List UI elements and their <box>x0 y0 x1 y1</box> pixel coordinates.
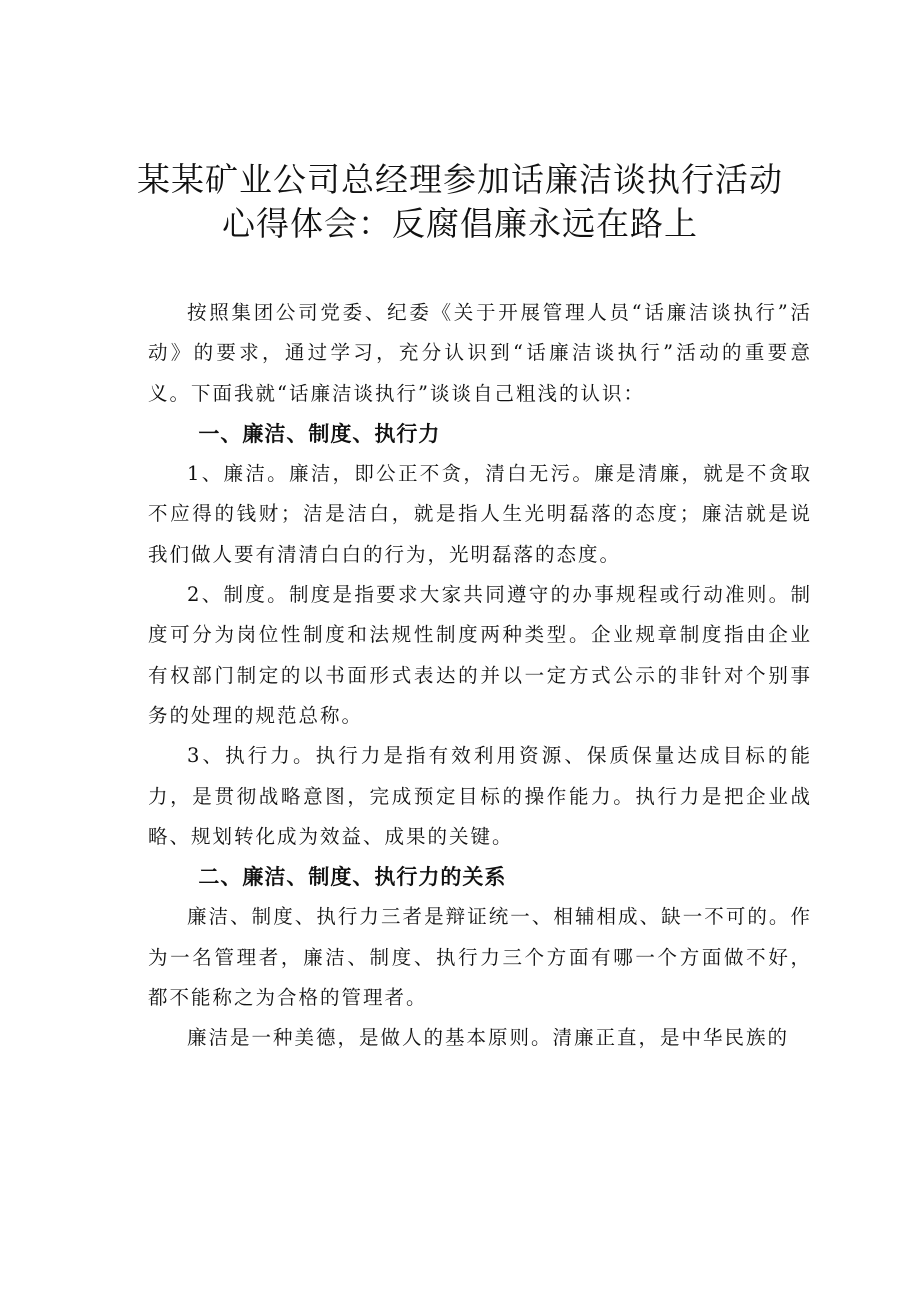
section-heading-2: 二、廉洁、制度、执行力的关系 <box>198 865 507 890</box>
intro-paragraph: 按照集团公司党委、纪委《关于开展管理人员“话廉洁谈执行”活动》的要求，通过学习，充分认识到“话廉洁谈执行”活动的重要意义。下面我就“话廉洁谈执行”谈谈自己粗浅的认识： <box>148 301 812 405</box>
relation-paragraph: 廉洁、制度、执行力三者是辩证统一、相辅相成、缺一不可的。作为一名管理者，廉洁、制度、执行力三个方面有哪一个方面做不好，都不能称之为合格的管理者。 <box>148 905 812 1010</box>
document-title-line-2: 心得体会：反腐倡廉永远在路上 <box>222 204 698 243</box>
item-paragraph-system: 2、制度。制度是指要求大家共同遵守的办事规程或行动准则。制度可分为岗位性制度和法规性制度两种类型。企业规章制度指由企业有权部门制定的以书面形式表达的并以一定方式公示的非针对个别事务的处理的规范总称。 <box>148 583 812 727</box>
closing-paragraph: 廉洁是一种美德，是做人的基本原则。清廉正直，是中华民族的 <box>187 1026 790 1050</box>
section-heading-1: 一、廉洁、制度、执行力 <box>198 421 441 446</box>
item-paragraph-execution: 3、执行力。执行力是指有效利用资源、保质保量达成目标的能力，是贯彻战略意图，完成预定目标的操作能力。执行力是把企业战略、规划转化成为效益、成果的关键。 <box>148 744 812 848</box>
document-title-line-1: 某某矿业公司总经理参加话廉洁谈执行活动 <box>137 160 783 199</box>
item-paragraph-integrity: 1、廉洁。廉洁，即公正不贪，清白无污。廉是清廉，就是不贪取不应得的钱财；洁是洁白，就是指人生光明磊落的态度；廉洁就是说我们做人要有清清白白的行为，光明磊落的态度。 <box>148 462 812 566</box>
document-body <box>148 293 812 1059</box>
